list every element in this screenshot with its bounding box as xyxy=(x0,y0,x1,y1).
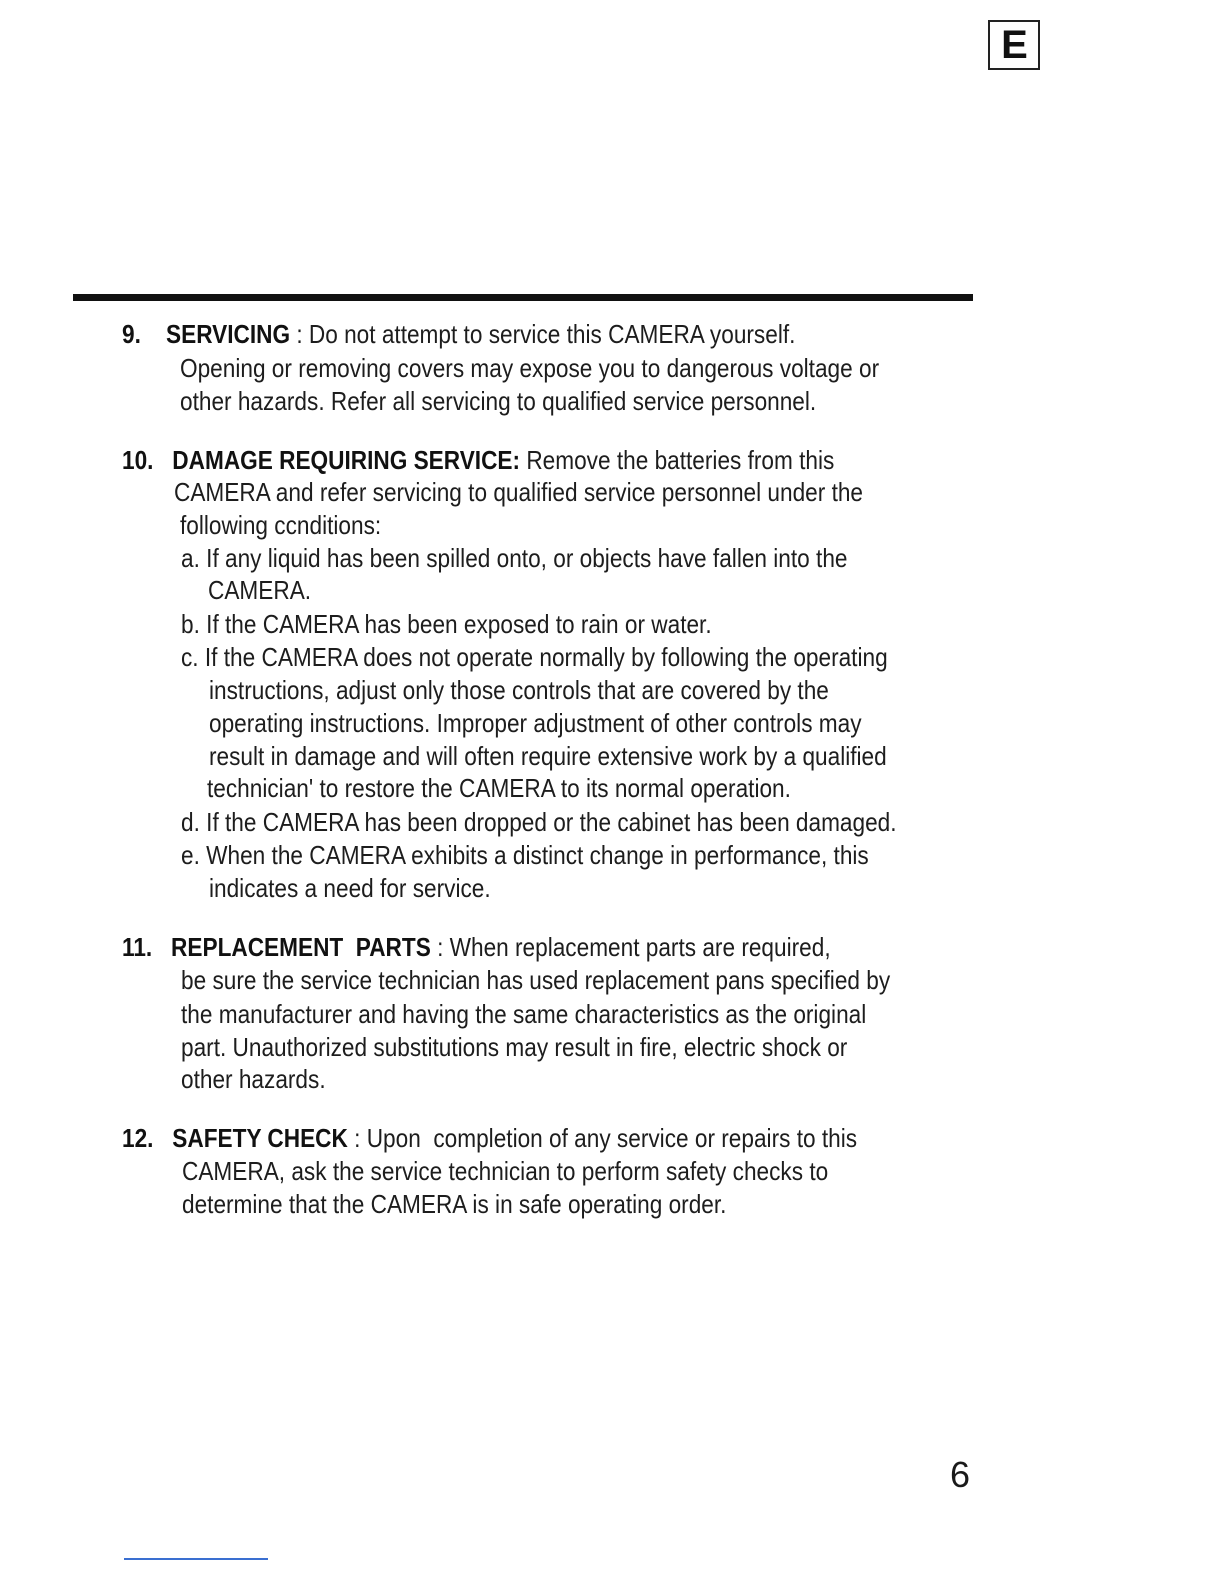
subitem-c xyxy=(181,641,888,674)
page-number: 6 xyxy=(950,1454,971,1495)
item-9-line: Opening or removing covers may expose you to dangerous voltage or xyxy=(180,353,880,383)
item-number: 11. xyxy=(122,932,153,962)
item-11-line: part. Unauthorized substitutions may result in fire, electric shock or xyxy=(181,1032,848,1062)
item-11-line: the manufacturer and having the same characteristics as the original xyxy=(181,999,867,1029)
subitem-line: If the CAMERA does not operate normally by following the operating xyxy=(204,642,888,672)
item-11-line: other hazards. xyxy=(181,1064,326,1094)
subitem-a-line: CAMERA. xyxy=(208,575,312,605)
item-separator: : xyxy=(347,1123,367,1153)
item-number: 10. xyxy=(122,445,154,475)
item-heading: DAMAGE REQUIRING SERVICE: xyxy=(172,445,521,475)
item-lead: Do not attempt to service this CAMERA yourself. xyxy=(308,319,796,349)
subitem-label: d. xyxy=(181,807,200,837)
subitem-line: When the CAMERA exhibits a distinct change in performance, this xyxy=(206,840,869,870)
item-heading: SAFETY CHECK xyxy=(172,1123,348,1153)
item-12-first-line xyxy=(122,1122,857,1155)
subitem-e xyxy=(181,839,869,872)
item-11-first-line xyxy=(122,931,831,964)
item-number: 9. xyxy=(122,319,141,349)
item-10-line: following ccnditions: xyxy=(180,510,382,540)
subitem-c-line: operating instructions. Improper adjustment of other controls may xyxy=(209,708,862,738)
header-rule xyxy=(73,294,973,301)
item-separator: : xyxy=(430,932,450,962)
item-lead: When replacement parts are required, xyxy=(449,932,831,962)
language-badge-letter: E xyxy=(1001,23,1027,67)
item-12-line: CAMERA, ask the service technician to perform safety checks to xyxy=(182,1156,829,1186)
subitem-label: b. xyxy=(181,609,200,639)
subitem-label: c. xyxy=(181,642,199,672)
subitem-a xyxy=(181,542,847,575)
footer-rule xyxy=(124,1558,268,1560)
subitem-d xyxy=(181,806,897,839)
item-heading: REPLACEMENT PARTS xyxy=(171,932,431,962)
item-9-line: other hazards. Refer all servicing to qualified service personnel. xyxy=(180,386,817,416)
item-9-first-line xyxy=(122,318,795,351)
subitem-e-line: indicates a need for service. xyxy=(209,873,491,903)
item-heading: SERVICING xyxy=(166,319,291,349)
subitem-line: If the CAMERA has been dropped or the cabinet has been damaged. xyxy=(206,807,897,837)
subitem-label: a. xyxy=(181,543,200,573)
subitem-c-line: instructions, adjust only those controls that are covered by the xyxy=(209,675,829,705)
item-number: 12. xyxy=(122,1123,154,1153)
item-10-line: CAMERA and refer servicing to qualified service personnel under the xyxy=(174,477,864,507)
subitem-line: If the CAMERA has been exposed to rain or water. xyxy=(206,609,712,639)
subitem-b xyxy=(181,608,712,641)
item-10-first-line xyxy=(122,444,834,477)
item-11-line: be sure the service technician has used replacement pans specified by xyxy=(181,965,891,995)
item-lead: Upon completion of any service or repairs to this xyxy=(366,1123,858,1153)
subitem-label: e. xyxy=(181,840,200,870)
item-lead: Remove the batteries from this xyxy=(526,445,835,475)
subitem-c-line: result in damage and will often require extensive work by a qualified xyxy=(209,741,887,771)
item-12-line: determine that the CAMERA is in safe operating order. xyxy=(182,1189,727,1219)
subitem-line: If any liquid has been spilled onto, or objects have fallen into the xyxy=(206,543,848,573)
item-separator: : xyxy=(290,319,309,349)
language-badge xyxy=(988,20,1040,70)
subitem-c-line: technician' to restore the CAMERA to its normal operation. xyxy=(207,773,791,803)
